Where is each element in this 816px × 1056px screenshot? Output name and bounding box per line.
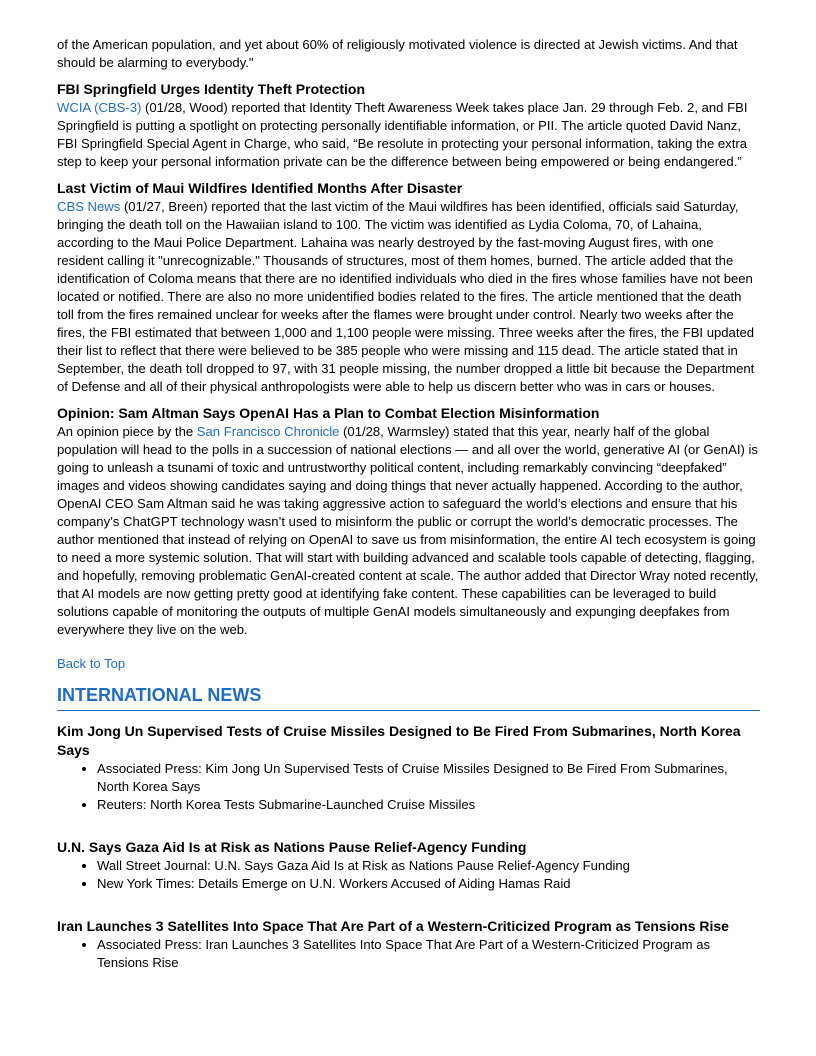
- list-item-text[interactable]: Associated Press: Iran Launches 3 Satellites Into Space That Are Part of a Western-Criticized Program as Tensions Rise: [97, 937, 711, 970]
- list-item[interactable]: [97, 760, 760, 796]
- back-to-top-link[interactable]: Back to Top: [57, 656, 126, 671]
- list-item[interactable]: [97, 875, 760, 893]
- article-prefix: An opinion piece by the: [57, 424, 197, 439]
- intl-title: Kim Jong Un Supervised Tests of Cruise Missiles Designed to Be Fired From Submarines, North Korea Says: [57, 723, 741, 758]
- list-item[interactable]: [97, 857, 760, 875]
- article-maui-wildfires: [57, 179, 760, 396]
- article-identity-theft: [57, 80, 760, 171]
- article-text: (01/28, Wood) reported that Identity Theft Awareness Week takes place Jan. 29 through Feb. 2, and FBI Springfield is putting a spotlight on protecting personally identifiable information, or PII. The article quoted David Nanz, FBI Springfield Special Agent in Charge, who said, “Be resolute in protecting your personal information, taking the extra step to keep your personal information private can be the difference between being empowered or being endangered.”: [57, 100, 748, 169]
- article-body: [57, 198, 760, 396]
- article-body: [57, 99, 760, 171]
- intl-item-gaza-aid: [57, 838, 760, 893]
- link-list: [57, 857, 760, 893]
- link-list: [57, 936, 760, 972]
- list-item-text[interactable]: Wall Street Journal: U.N. Says Gaza Aid Is at Risk as Nations Pause Relief-Agency Funding: [97, 858, 630, 873]
- intl-title: U.N. Says Gaza Aid Is at Risk as Nations Pause Relief-Agency Funding: [57, 839, 527, 855]
- article-text: (01/27, Breen) reported that the last victim of the Maui wildfires has been identified, officials said Saturday, bringing the death toll on the Hawaiian island to 100. The victim was identified as Lydia Coloma, 70, of Lahaina, according to the Maui Police Department. Lahaina was nearly destroyed by the fast-moving August fires, with one resident calling it "unrecognizable." Thousands of structures, most of them homes, burned. The article added that the identification of Coloma means that there are no identified individuals who died in the fires whose families have not been located or notified. There are also no more unidentified bodies related to the fires. The article mentioned that the death toll from the fires remained unclear for weeks after the flames were brought under control. Nearly two weeks after the fires, the FBI estimated that between 1,000 and 1,100 people were missing. Three weeks after the fires, the FBI updated their list to reflect that there were believed to be 385 people who were missing and 115 dead. The article stated that in September, the death toll dropped to 97, with 31 people missing, the number dropped a little bit because the Department of Defense and all of their physical anthropologists were able to help us discern better who was in cars or houses.: [57, 199, 755, 394]
- article-text: (01/28, Warmsley) stated that this year, nearly half of the global population will head to the polls in a succession of national elections — and all over the world, generative AI (or GenAI) is going to unleash a tsunami of toxic and untrustworthy political content, including remarkably convincing “deepfaked” images and videos showing candidates saying and doing things that never actually happened. According to the author, OpenAI CEO Sam Altman said he was taking aggressive action to safeguard the world’s elections and ensure that his company’s ChatGPT technology wasn’t used to misinform the public or corrupt the world’s democratic processes. The author mentioned that instead of relying on OpenAI to save us from misinformation, the entire AI tech ecosystem is going to need a more systemic solution. That will start with building advanced and scalable tools capable of detecting, flagging, and hopefully, removing problematic GenAI-created content at scale. The author added that Director Wray noted recently, that AI models are now getting pretty good at identifying fake content. These capabilities can be leveraged to build solutions capable of monitoring the outputs of multiple GenAI models simultaneously and expunging deepfakes from everywhere they live on the web.: [57, 424, 759, 637]
- section-heading-international: INTERNATIONAL NEWS: [57, 683, 760, 711]
- list-item-text[interactable]: Associated Press: Kim Jong Un Supervised Tests of Cruise Missiles Designed to Be Fired From Submarines, North Korea Says: [97, 761, 728, 794]
- source-link[interactable]: CBS News: [57, 199, 121, 214]
- list-item[interactable]: [97, 796, 760, 814]
- link-list: [57, 760, 760, 814]
- intl-item-iran-satellites: [57, 917, 760, 972]
- article-openai-election: [57, 404, 760, 639]
- article-title: Last Victim of Maui Wildfires Identified Months After Disaster: [57, 180, 463, 196]
- list-item-text[interactable]: Reuters: North Korea Tests Submarine-Launched Cruise Missiles: [97, 797, 476, 812]
- source-link[interactable]: WCIA (CBS-3): [57, 100, 142, 115]
- intl-item-north-korea: [57, 722, 760, 814]
- source-link[interactable]: San Francisco Chronicle: [196, 424, 340, 439]
- document-page: [57, 36, 760, 972]
- list-item-text[interactable]: New York Times: Details Emerge on U.N. Workers Accused of Aiding Hamas Raid: [97, 876, 571, 891]
- article-title: Opinion: Sam Altman Says OpenAI Has a Plan to Combat Election Misinformation: [57, 405, 600, 421]
- article-body: [57, 423, 760, 639]
- list-item[interactable]: [97, 936, 760, 972]
- intro-paragraph-tail: of the American population, and yet about 60% of religiously motivated violence is directed at Jewish victims. And that should be alarming to everybody.": [57, 37, 738, 70]
- intl-title: Iran Launches 3 Satellites Into Space That Are Part of a Western-Criticized Program as Tensions Rise: [57, 918, 729, 934]
- article-title: FBI Springfield Urges Identity Theft Protection: [57, 81, 366, 97]
